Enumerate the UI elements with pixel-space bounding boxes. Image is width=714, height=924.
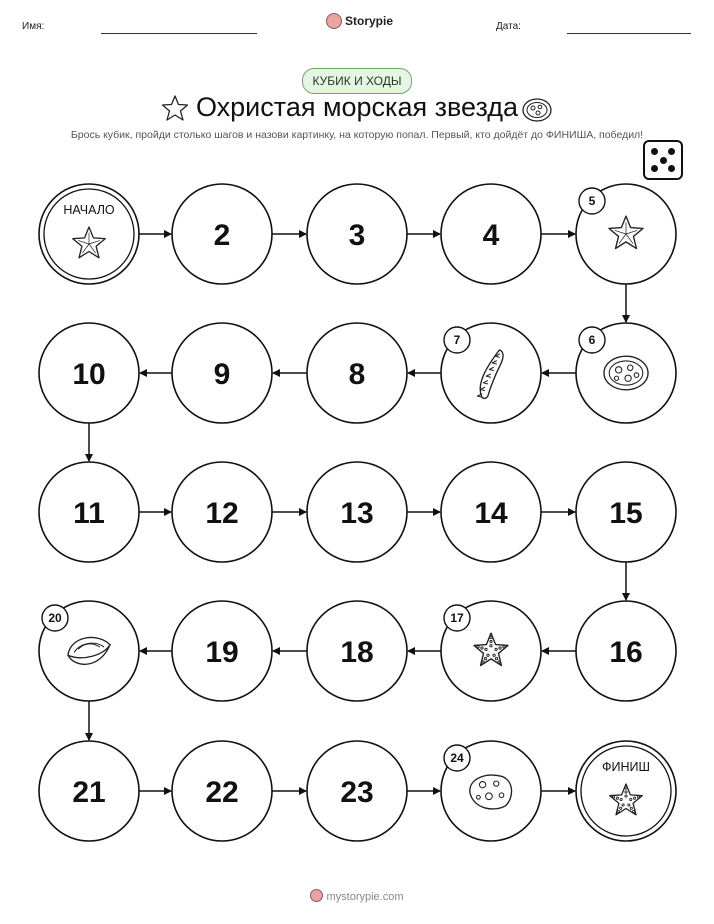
board-cell: [441, 184, 541, 284]
cell-number: 10: [72, 358, 106, 391]
board-cell: [172, 741, 272, 841]
svg-text:20: 20: [48, 611, 62, 625]
name-label: Имя:: [22, 21, 45, 32]
board-cell: [576, 462, 676, 562]
board-cell: [172, 323, 272, 423]
svg-text:5: 5: [588, 194, 596, 208]
board-cell: [576, 184, 676, 284]
cell-number: 14: [474, 497, 508, 530]
board-cell: [307, 462, 407, 562]
cell-number-badge: [579, 188, 605, 214]
board-cell: [441, 323, 541, 423]
board-cell: [441, 462, 541, 562]
cell-number: 18: [340, 636, 374, 669]
board-cell: [307, 741, 407, 841]
board-cell: [172, 462, 272, 562]
date-label: Дата:: [496, 21, 521, 32]
board-cell: [172, 601, 272, 701]
svg-text:24: 24: [450, 751, 464, 765]
brand-name: Storypie: [345, 14, 394, 28]
board-cell: [441, 741, 541, 841]
svg-text:17: 17: [450, 611, 464, 625]
cell-number: 15: [609, 497, 643, 530]
cell-number: 3: [348, 219, 366, 252]
board-cell: [39, 741, 139, 841]
cell-number: 19: [205, 636, 239, 669]
board-cell: [39, 462, 139, 562]
board-cell: [307, 184, 407, 284]
cell-number-badge: [42, 605, 68, 631]
cell-number: 13: [340, 497, 374, 530]
board-cell: [576, 601, 676, 701]
cell-number-badge: [579, 327, 605, 353]
board-cell: [307, 323, 407, 423]
svg-text:6: 6: [588, 333, 596, 347]
cell-number: 4: [482, 219, 500, 252]
start-label: НАЧАЛО: [63, 203, 115, 217]
cell-number: 22: [205, 776, 239, 809]
board-cell: [307, 601, 407, 701]
board-cell: [441, 601, 541, 701]
board-cell: [39, 323, 139, 423]
board-cell: [172, 184, 272, 284]
cell-number: 11: [73, 497, 105, 530]
finish-cell: [576, 741, 676, 841]
cell-number: 16: [609, 636, 643, 669]
cell-number: 9: [213, 358, 231, 391]
cell-number: 8: [348, 358, 366, 391]
board-cell: [39, 601, 139, 701]
category-badge: КУБИК И ХОДЫ: [302, 68, 412, 94]
footer-url: mystorypie.com: [326, 891, 404, 903]
page-title: Охристая морская звезда: [195, 92, 519, 122]
cell-number-badge: [444, 605, 470, 631]
instructions: Брось кубик, пройди столько шагов и назови картинку, на которую попал. Первый, кто дойдёт до ФИНИША, победил!: [70, 129, 644, 141]
finish-label: ФИНИШ: [602, 760, 650, 774]
cell-number: 2: [213, 219, 231, 252]
svg-text:7: 7: [453, 333, 461, 347]
cell-number: 23: [340, 776, 374, 809]
storypie-logo-icon: [310, 889, 323, 902]
cell-number: 12: [205, 497, 239, 530]
footer: [0, 889, 714, 903]
cell-number: 21: [72, 776, 106, 809]
start-cell: [39, 184, 139, 284]
board-cell: [576, 323, 676, 423]
cell-number-badge: [444, 745, 470, 771]
cell-number-badge: [444, 327, 470, 353]
